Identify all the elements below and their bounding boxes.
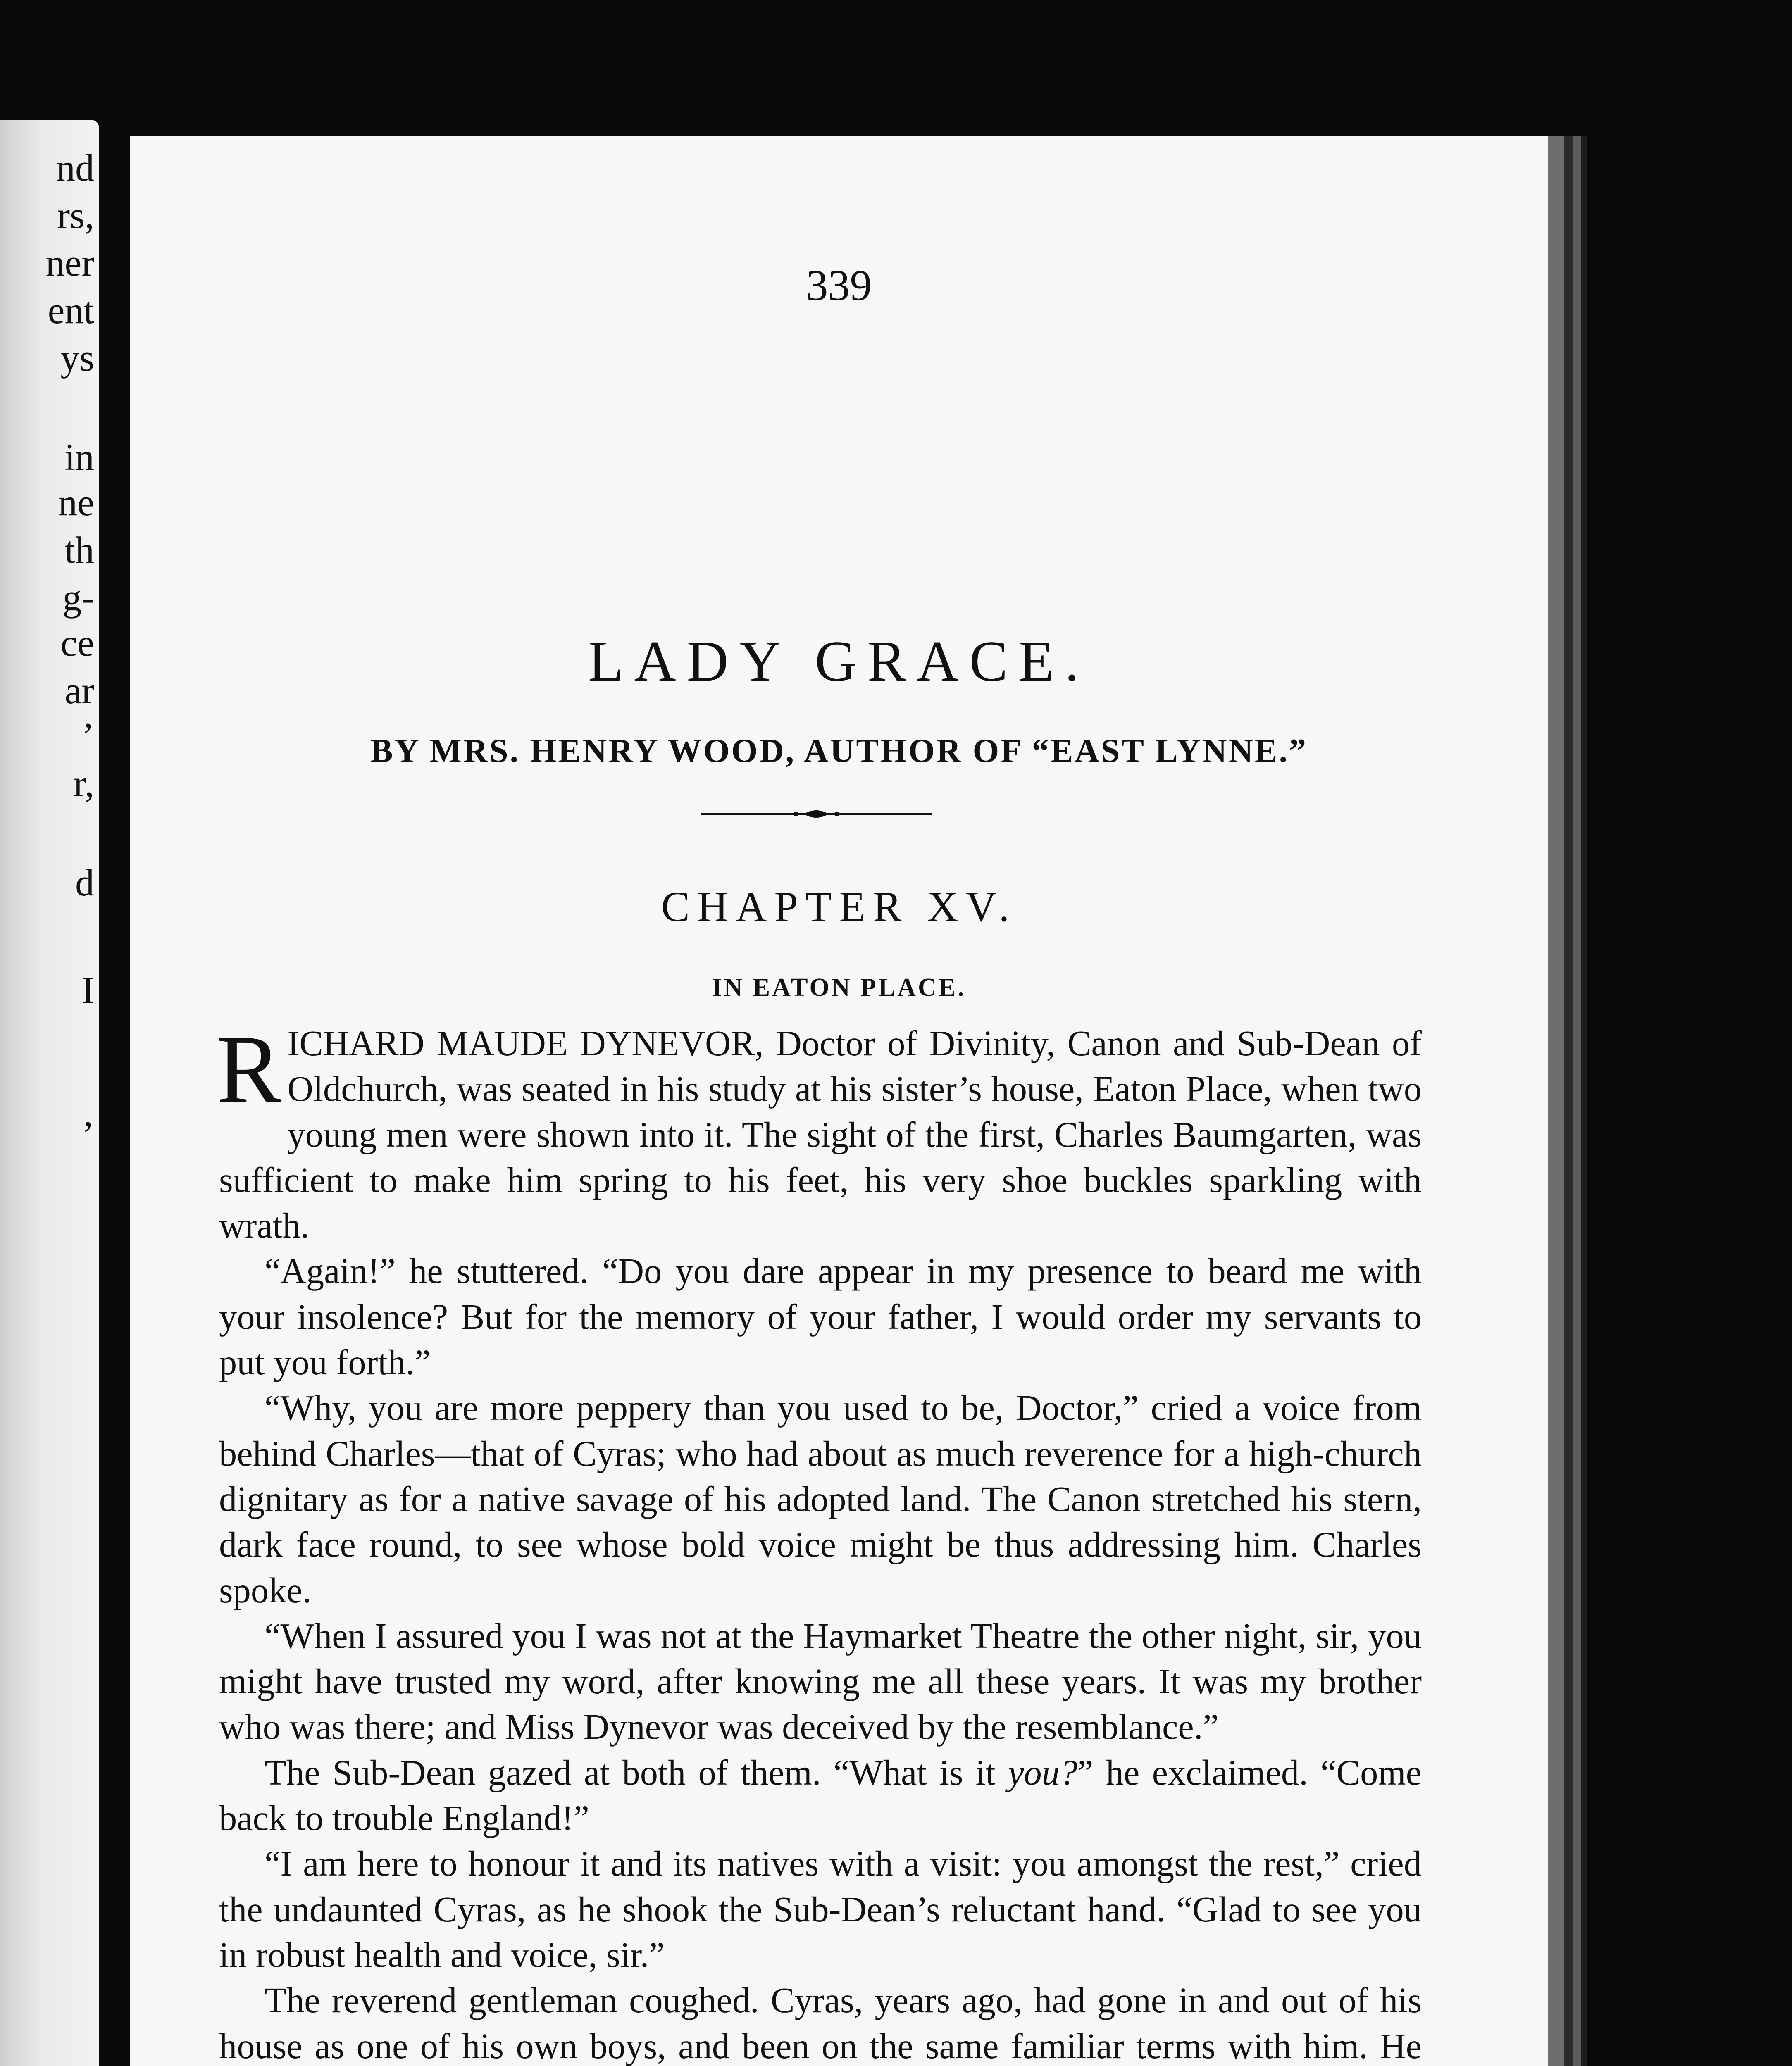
left-page-fragment: ’ [81,1114,94,1156]
left-page-fragment: ’ [81,715,94,757]
paragraph: RICHARD MAUDE DYNEVOR, Doctor of Divinity, Canon and Sub-Dean of Oldchurch, was seated in his study at his sister’s house, Eaton Place, when two young men were shown into it. The sight of the first, Charles Baumgarten, was sufficient to make him spring to his feet, his very shoe buckles sparkling with wrath. [217,1016,1422,1246]
paragraph: The reverend gentleman coughed. Cyras, years ago, had gone in and out of his house as one of his own boys, and been on the same familiar terms with him. He [219,1980,1422,2066]
chapter-subtitle: IN EATON PLACE. [712,973,966,1002]
left-page-fragment: ys [60,337,94,379]
left-page-fragment: g- [62,576,94,619]
left-page-fragment: th [64,529,94,571]
page-number: 339 [806,261,872,309]
byline: BY MRS. HENRY WOOD, AUTHOR OF “EAST LYNNE.” [370,732,1308,769]
left-page-fragment: in [64,436,94,478]
chapter-heading: CHAPTER XV. [661,883,1017,931]
left-page-edge [0,120,99,2066]
left-page-fragment: ce [60,622,94,664]
left-page-fragment: d [75,862,94,904]
paragraph: “Why, you are more peppery than you used to be, Doctor,” cried a voice from behind Charles—that of Cyras; who had about as much reverence for a high-church dignitary as for a native savage of his adopted land. The Canon stretched his stern, dark face round, to see whose bold voice might be thus addressing him. Charles spoke. [219,1388,1422,1610]
left-page-fragment: ner [45,242,94,284]
paragraph: “Again!” he stuttered. “Do you dare appear in my presence to beard me with your insolence? But for the memory of your father, I would order my servants to put you forth.” [219,1251,1422,1383]
book-page [130,136,1548,2066]
ornament-divider [701,806,932,822]
left-page-fragment: ent [48,289,94,331]
paragraph: The Sub-Dean gazed at both of them. “What is it you?” he exclaimed. “Come back to trouble England!” [219,1752,1422,1838]
left-page-fragment: I [81,969,94,1011]
body-text [217,1016,1422,2066]
left-page-fragment: nd [56,147,94,189]
left-page-fragment: ar [64,669,94,712]
story-title: LADY GRACE. [588,629,1090,693]
left-page-fragment: r, [74,762,94,805]
paragraph: “I am here to honour it and its natives with a visit: you amongst the rest,” cried the undaunted Cyras, as he shook the Sub-Dean’s reluctant hand. “Glad to see you in robust health and voice, sir.” [219,1844,1422,1975]
drop-cap: R [217,1016,282,1123]
left-page-fragment: ne [58,481,94,524]
paragraph: “When I assured you I was not at the Haymarket Theatre the other night, sir, you might have trusted my word, after knowing me all these years. It was my brother who was there; and Miss Dynevor was deceived by the resemblance.” [219,1616,1422,1747]
left-page-fragment: rs, [57,194,94,236]
